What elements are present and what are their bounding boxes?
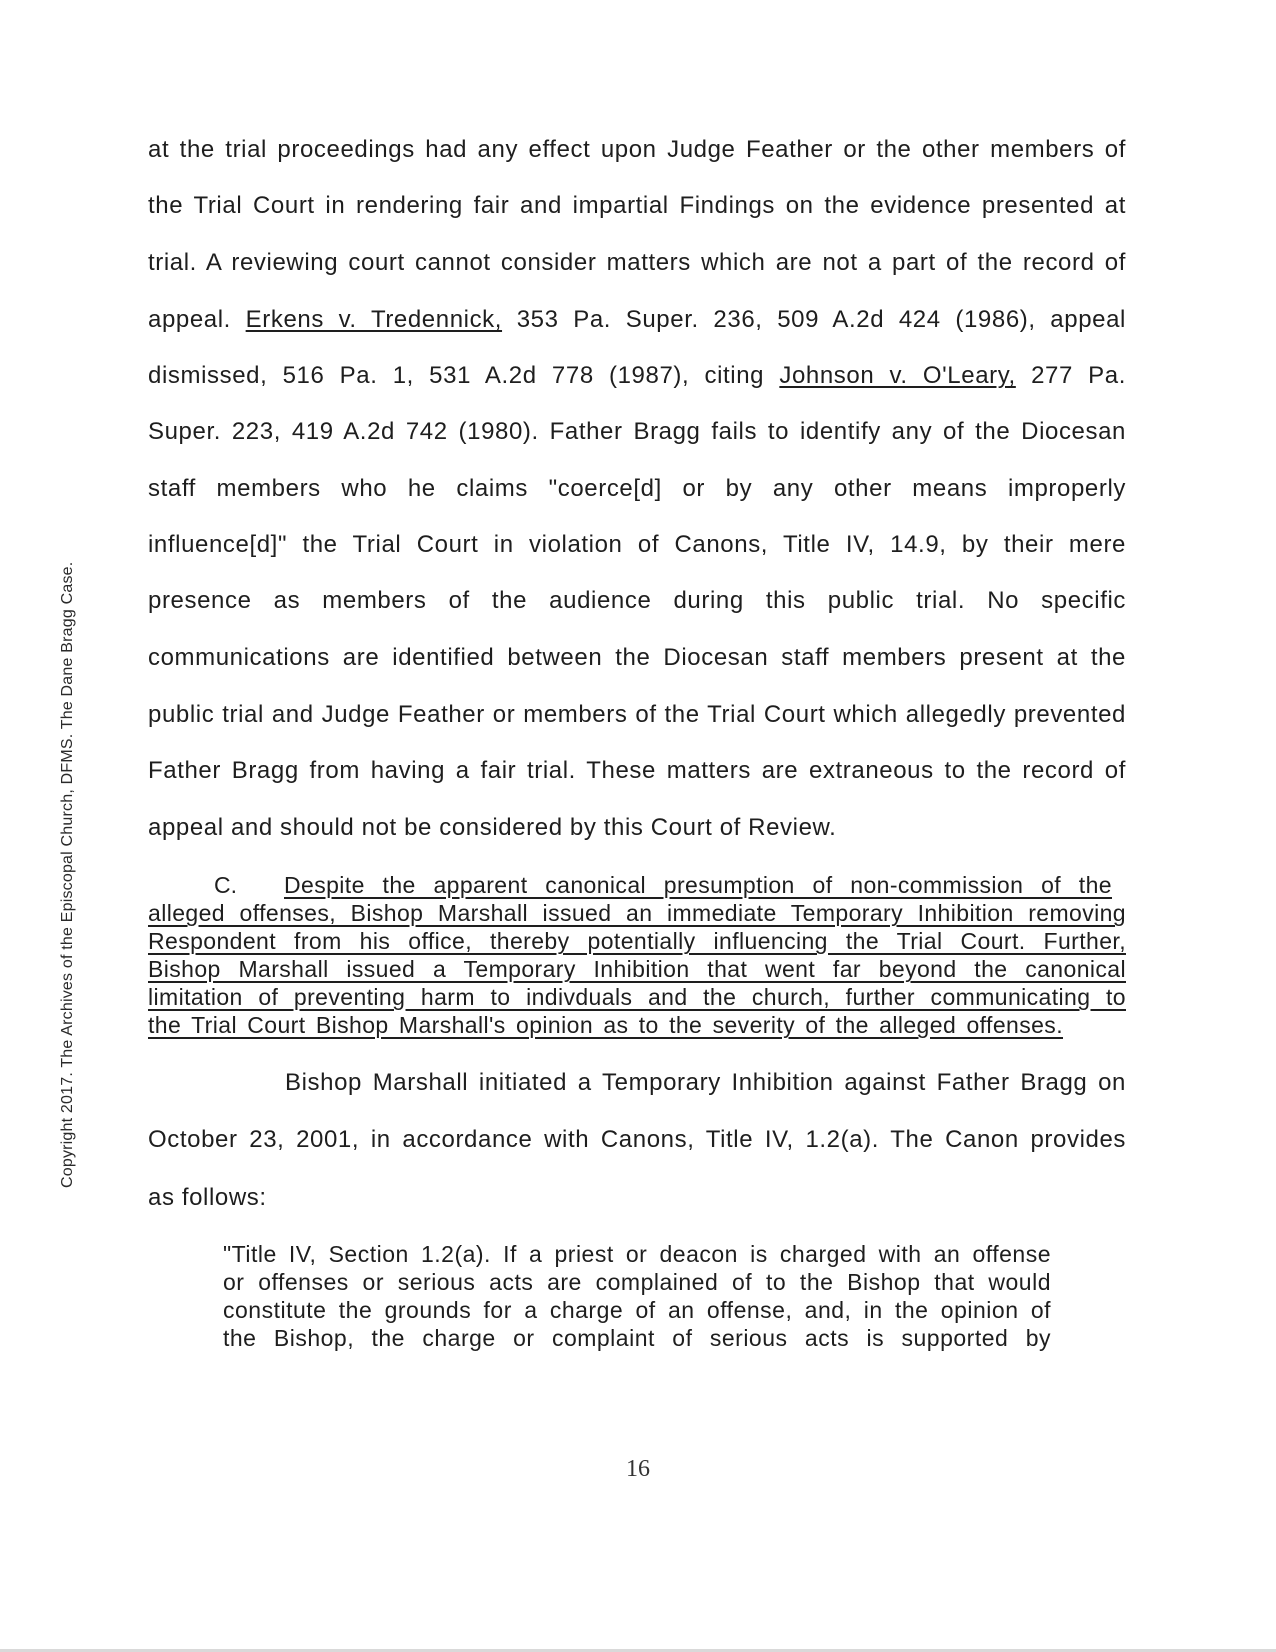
body-line-8: influence[d]" the Trial Court in violation of Canons, Title IV, 14.9, by their mere bbox=[148, 531, 1126, 558]
text-run: appeal. bbox=[148, 306, 231, 333]
body-line-4 bbox=[148, 306, 1126, 334]
body-line-5 bbox=[148, 362, 1126, 390]
section-heading-line-6: the Trial Court Bishop Marshall's opinion as to the severity of the alleged offenses. bbox=[148, 1012, 1063, 1038]
body-line-9: presence as members of the audience during this public trial. No specific bbox=[148, 587, 1126, 614]
text-run: 277 Pa. bbox=[1031, 362, 1126, 389]
section-heading-line-4: Bishop Marshall issued a Temporary Inhibition that went far beyond the canonical bbox=[148, 956, 1126, 982]
quote-line-2: or offenses or serious acts are complained of to the Bishop that would bbox=[223, 1269, 1051, 1295]
text-run: 353 Pa. Super. 236, 509 A.2d 424 (1986), appeal bbox=[516, 306, 1126, 333]
copyright-side-note: Copyright 2017. The Archives of the Episcopal Church, DFMS. The Dane Bragg Case. bbox=[59, 561, 76, 1188]
body-line-11: public trial and Judge Feather or members of the Trial Court which allegedly prevented bbox=[148, 701, 1126, 728]
body-line-2: the Trial Court in rendering fair and impartial Findings on the evidence presented at bbox=[148, 192, 1126, 219]
page-number: 16 bbox=[626, 1456, 650, 1482]
case-citation-erkens: Erkens v. Tredennick, bbox=[245, 306, 503, 333]
body-line-3: trial. A reviewing court cannot consider matters which are not a part of the record of bbox=[148, 249, 1126, 276]
quote-line-3: constitute the grounds for a charge of an offense, and, in the opinion of bbox=[223, 1297, 1051, 1323]
text-run: dismissed, 516 Pa. 1, 531 A.2d 778 (1987), citing bbox=[148, 362, 765, 389]
section-heading-line-5: limitation of preventing harm to indivduals and the church, further communicating to bbox=[148, 984, 1126, 1010]
body2-line-1: Bishop Marshall initiated a Temporary Inhibition against Father Bragg on bbox=[285, 1069, 1126, 1096]
section-heading-line-3: Respondent from his office, thereby potentially influencing the Trial Court. Further, bbox=[148, 928, 1126, 954]
section-heading-line-2: alleged offenses, Bishop Marshall issued an immediate Temporary Inhibition removing bbox=[148, 900, 1126, 926]
body-line-1: at the trial proceedings had any effect upon Judge Feather or the other members of bbox=[148, 136, 1126, 163]
body-line-12: Father Bragg from having a fair trial. These matters are extraneous to the record of bbox=[148, 757, 1126, 784]
section-heading-line-1: Despite the apparent canonical presumption of non-commission of the bbox=[284, 872, 1112, 898]
quote-line-1: "Title IV, Section 1.2(a). If a priest or deacon is charged with an offense bbox=[223, 1241, 1051, 1267]
body-line-7: staff members who he claims "coerce[d] or by any other means improperly bbox=[148, 475, 1126, 502]
case-citation-johnson: Johnson v. O'Leary, bbox=[779, 362, 1016, 389]
body2-line-3: as follows: bbox=[148, 1184, 267, 1211]
body-line-10: communications are identified between the Diocesan staff members present at the bbox=[148, 644, 1126, 671]
section-letter: C. bbox=[214, 872, 237, 898]
quote-line-4: the Bishop, the charge or complaint of serious acts is supported by bbox=[223, 1325, 1051, 1351]
body2-line-2: October 23, 2001, in accordance with Canons, Title IV, 1.2(a). The Canon provides bbox=[148, 1126, 1126, 1153]
body-line-6: Super. 223, 419 A.2d 742 (1980). Father Bragg fails to identify any of the Diocesan bbox=[148, 418, 1126, 445]
body-line-13: appeal and should not be considered by this Court of Review. bbox=[148, 814, 837, 841]
